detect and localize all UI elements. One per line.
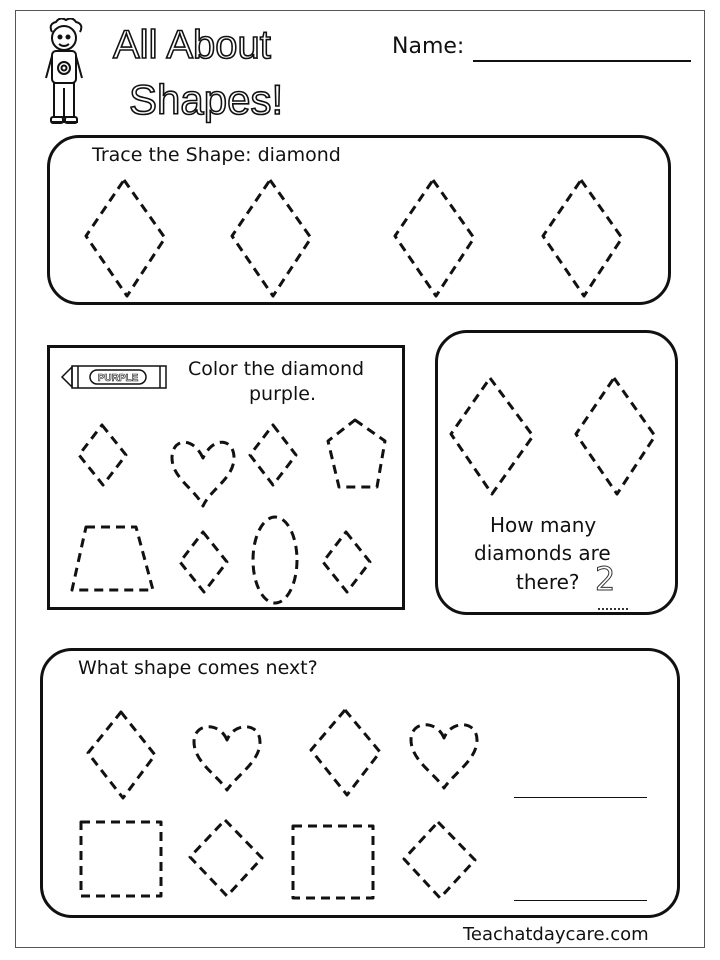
- svg-text:Shapes!: Shapes!: [129, 76, 284, 123]
- pattern-heart-1: [194, 727, 260, 790]
- pattern-diamond-1: [88, 712, 155, 798]
- color-diamond-3: [180, 532, 227, 592]
- color-oval: [253, 517, 297, 603]
- svg-text:PURPLE: PURPLE: [97, 373, 139, 384]
- count-answer-tracing: 2: [595, 560, 616, 598]
- svg-text:All About: All About: [113, 23, 271, 67]
- pattern-square-2: [293, 826, 373, 898]
- count-question-line2: diamonds are: [474, 541, 611, 565]
- color-diamond-1: [79, 425, 126, 485]
- footer-credit: Teachatdaycare.com: [463, 924, 649, 945]
- color-heart: [172, 442, 234, 506]
- color-instruction-line2: purple.: [249, 383, 316, 405]
- pattern-diamond-3: [190, 820, 262, 896]
- count-diamond-1: [451, 378, 533, 494]
- trace-diamond-1: [86, 180, 165, 296]
- color-pentagon: [328, 420, 385, 487]
- color-diamond-2: [250, 425, 296, 485]
- pattern-diamond-2: [311, 710, 380, 795]
- trace-diamond-3: [395, 180, 474, 296]
- trace-section-label: Trace the Shape: diamond: [92, 144, 341, 166]
- count-question-line1: How many: [490, 513, 597, 537]
- count-diamond-2: [576, 378, 655, 494]
- pattern-heart-2: [411, 725, 477, 788]
- count-question-line3: there?: [516, 570, 580, 594]
- color-instruction-line1: Color the diamond: [188, 358, 365, 380]
- pattern-section-label: What shape comes next?: [78, 657, 318, 679]
- trace-diamond-4: [543, 180, 622, 296]
- name-label: Name:: [392, 34, 465, 59]
- color-diamond-4: [323, 532, 370, 592]
- trace-diamond-2: [232, 180, 311, 296]
- color-trapezoid: [72, 527, 153, 590]
- pattern-diamond-4: [404, 822, 475, 898]
- pattern-square-1: [81, 822, 161, 896]
